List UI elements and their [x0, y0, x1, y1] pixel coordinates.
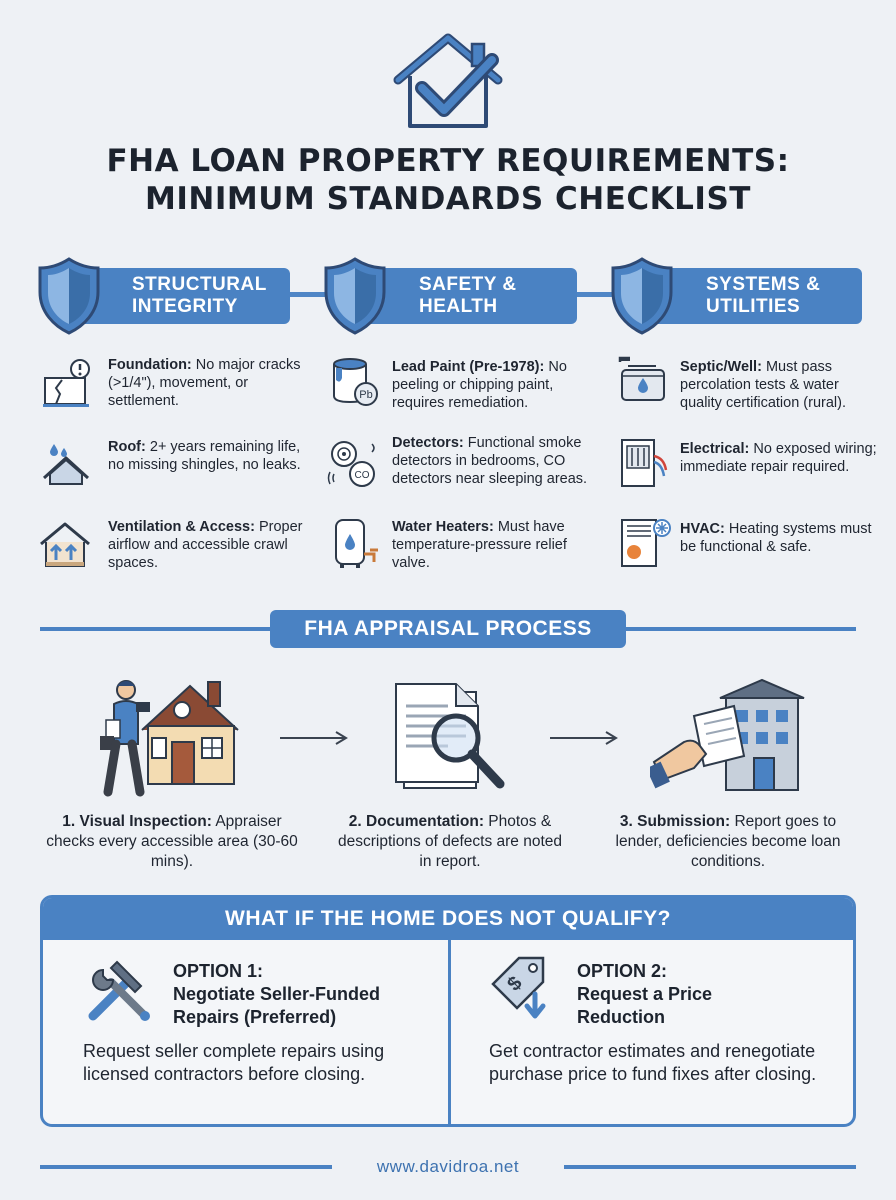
arrow-right-icon	[278, 730, 350, 746]
requirement-label: Water Heaters:	[392, 519, 494, 535]
leaking-roof-icon	[40, 440, 94, 494]
electrical-panel-icon	[618, 436, 672, 490]
requirement-label: Ventilation & Access:	[108, 519, 255, 535]
option-2-body: Get contractor estimates and renegotiate purchase price to fund fixes after closing.	[489, 1041, 817, 1084]
smoke-detector-icon	[326, 436, 380, 490]
option-label: OPTION 2:	[577, 961, 668, 981]
requirement-detail: No exposed wiring; immediate repair required.	[680, 441, 877, 475]
option-2-title	[577, 960, 837, 1029]
requirement-label: Detectors:	[392, 435, 464, 451]
requirement-ventilation	[108, 518, 304, 572]
requirement-detail: Proper airflow and accessible crawl spaces.	[108, 519, 303, 571]
option-1-body: Request seller complete repairs using licensed contractors before closing.	[83, 1041, 385, 1084]
option-label: OPTION 1:	[173, 961, 264, 981]
appraisal-step-2	[330, 812, 570, 872]
requirement-hvac	[680, 520, 880, 556]
appraisal-step-3	[604, 812, 852, 872]
requirement-label: Septic/Well:	[680, 359, 762, 375]
lead-paint-can-icon	[328, 354, 382, 408]
step-detail: Report goes to lender, deficiencies become loan conditions.	[615, 813, 841, 870]
category-title-line-2: INTEGRITY	[132, 296, 238, 317]
requirement-detail: Functional smoke detectors in bedrooms, CO detectors near sleeping areas.	[392, 435, 588, 487]
requirement-detail: 2+ years remaining life, no missing shingles, no leaks.	[108, 439, 301, 473]
step-label: 1. Visual Inspection:	[62, 813, 212, 830]
title-line-1: FHA LOAN PROPERTY REQUIREMENTS:	[106, 143, 790, 179]
category-title-line-2: HEALTH	[419, 296, 498, 317]
price-tag-down-icon	[487, 954, 561, 1028]
option-heading-line: Reduction	[577, 1007, 665, 1027]
qualify-heading: WHAT IF THE HOME DOES NOT QUALIFY?	[43, 898, 853, 940]
footer-website-link[interactable]: www.davidroa.net	[376, 1157, 520, 1176]
requirement-label: Foundation:	[108, 357, 192, 373]
appraiser-house-icon	[92, 672, 248, 802]
svg-text:Pb: Pb	[359, 389, 373, 401]
title-line-2: MINIMUM STANDARDS CHECKLIST	[145, 181, 751, 217]
report-to-bank-icon	[650, 676, 810, 796]
attic-ventilation-icon	[38, 518, 92, 572]
cracked-foundation-icon	[42, 356, 96, 410]
water-heater-icon	[330, 516, 384, 570]
shield-icon	[609, 256, 675, 336]
option-heading-line: Negotiate Seller-Funded	[173, 984, 381, 1004]
appraisal-step-1	[44, 812, 300, 872]
requirement-roof	[108, 438, 304, 474]
document-magnifier-icon	[388, 672, 518, 802]
requirement-label: Lead Paint (Pre-1978):	[392, 359, 545, 375]
arrow-right-icon	[548, 730, 620, 746]
requirement-lead-paint	[392, 358, 602, 412]
step-label: 2. Documentation:	[348, 813, 484, 830]
option-1-title	[173, 960, 433, 1029]
shield-icon	[36, 256, 102, 336]
hvac-unit-icon	[618, 516, 672, 570]
option-divider	[448, 940, 451, 1124]
requirement-detail: No peeling or chipping paint, requires remediation.	[392, 359, 567, 411]
requirement-label: Roof:	[108, 439, 146, 455]
septic-tank-icon	[616, 354, 670, 408]
qualify-panel	[40, 895, 856, 1127]
requirement-water-heaters	[392, 518, 592, 572]
requirement-detail: No major cracks (>1/4"), movement, or settlement.	[108, 357, 301, 409]
step-detail: Appraiser checks every accessible area (30-60 mins).	[46, 813, 298, 870]
requirement-electrical	[680, 440, 880, 476]
option-heading-line: Request a Price	[577, 984, 713, 1004]
requirement-detail: Heating systems must be functional & safe.	[680, 521, 872, 555]
requirement-septic-well	[680, 358, 880, 412]
requirement-detail: Must pass percolation tests & water quality certification (rural).	[680, 359, 846, 411]
requirement-detail: Must have temperature-pressure relief valve.	[392, 519, 567, 571]
step-detail: Photos & descriptions of defects are noted in report.	[337, 813, 563, 870]
page-title	[0, 142, 896, 218]
requirement-detectors	[392, 434, 592, 488]
step-label: 3. Submission:	[619, 813, 731, 830]
category-title-line-1: SAFETY &	[419, 274, 517, 295]
category-title-line-1: SYSTEMS &	[706, 274, 821, 295]
requirement-label: Electrical:	[680, 441, 750, 457]
footer-rule-left	[40, 1165, 332, 1169]
appraisal-heading: FHA APPRAISAL PROCESS	[270, 610, 626, 648]
svg-text:CO: CO	[354, 470, 370, 481]
requirement-label: HVAC:	[680, 521, 725, 537]
footer-rule-right	[564, 1165, 856, 1169]
hammer-wrench-icon	[83, 954, 157, 1028]
house-check-icon	[388, 30, 508, 132]
requirement-foundation	[108, 356, 304, 410]
svg-text:$: $	[503, 972, 527, 996]
category-title-line-1: STRUCTURAL	[132, 274, 267, 295]
category-title-line-2: UTILITIES	[706, 296, 801, 317]
shield-icon	[322, 256, 388, 336]
option-heading-line: Repairs (Preferred)	[173, 1007, 337, 1027]
